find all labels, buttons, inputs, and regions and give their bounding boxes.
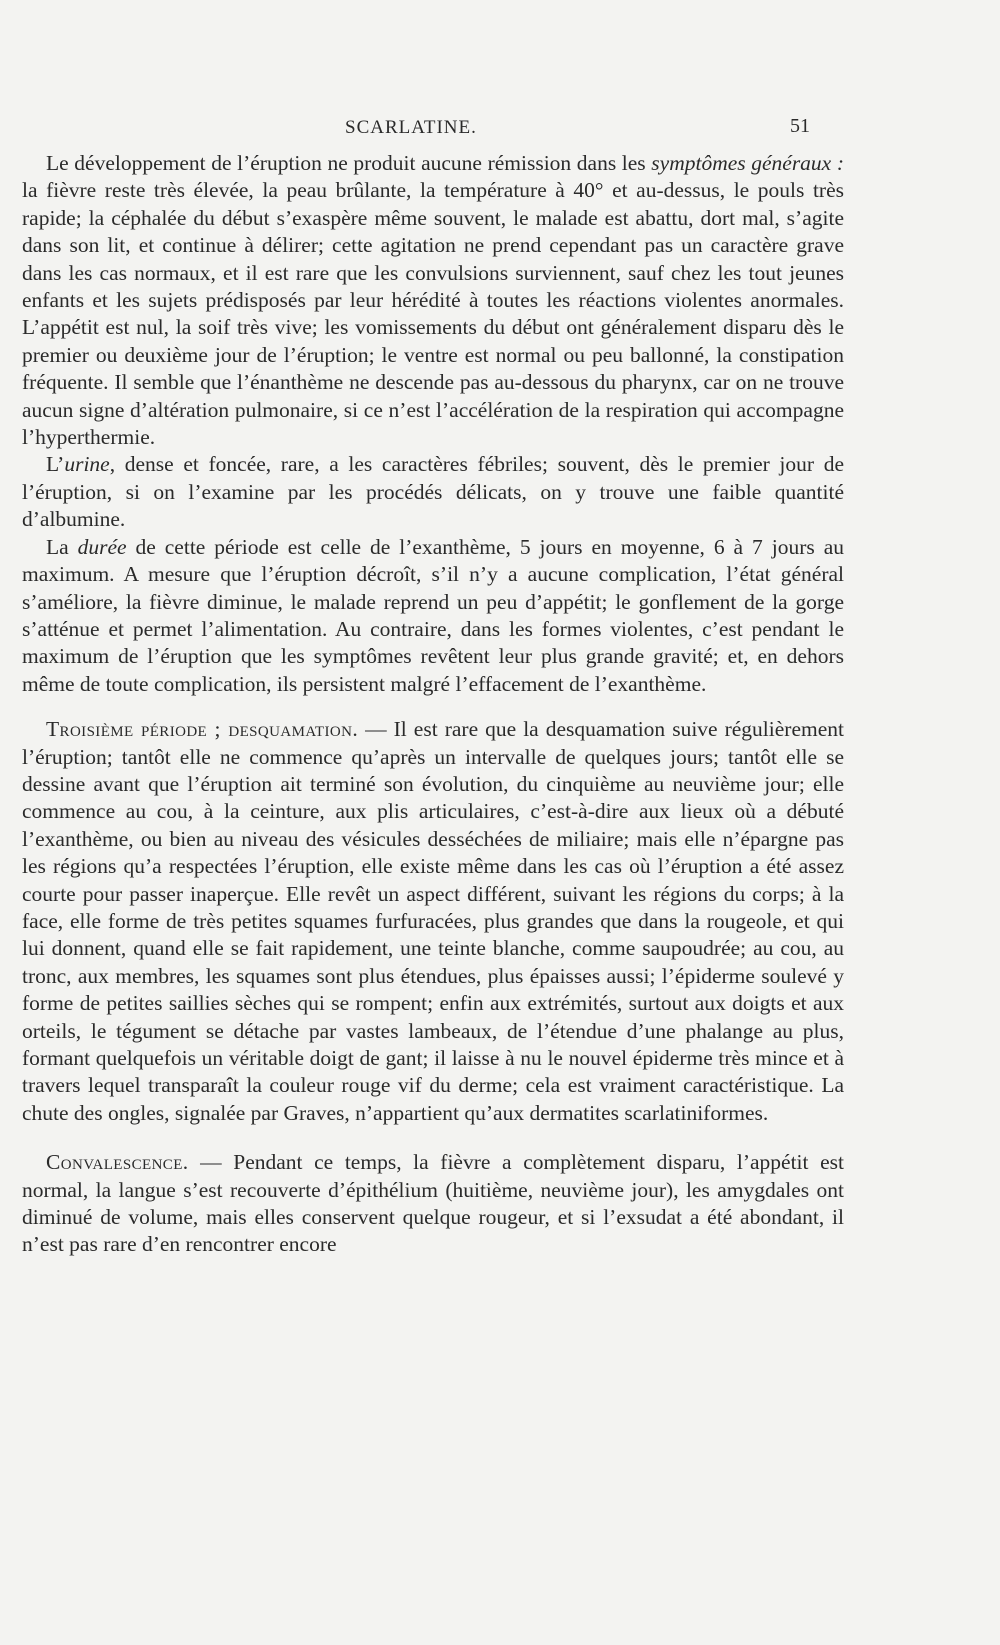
italic-term: urine bbox=[64, 452, 110, 477]
italic-term: durée bbox=[77, 534, 127, 559]
section-heading-convalescence: Convalescence. bbox=[46, 1150, 189, 1175]
paragraph-text: la fièvre reste très élevée, la peau brûlante, la température à 40° et au-dessus, le pouls très rapide; la céphalée du début s’exaspère même souvent, le malade est abattu, dort mal, s’agite dans son lit, et continue à délirer; cette agitation ne prend cependant pas un caractère grave dans les cas normaux, et il est rare que les convulsions surviennent, sauf chez les tout jeunes enfants et les sujets prédisposés par leur hérédité à toutes les réactions violentes anormales. L’appétit est nul, la soif très vive; les vomissements du début ont généralement disparu dès le premier ou deuxième jour de l’éruption; le ventre est normal ou peu ballonné, la constipation fréquente. Il semble que l’énanthème ne descende pas au-dessous du pharynx, car on ne trouve aucun signe d’altération pulmonaire, si ce n’est l’accélération de la respiration qui accompagne l’hyperthermie. bbox=[22, 178, 844, 450]
page-number: 51 bbox=[790, 115, 810, 137]
italic-term: symptômes généraux : bbox=[651, 151, 844, 175]
paragraph-text: Le développement de l’éruption ne produit aucune rémission dans les bbox=[46, 151, 652, 175]
body-text bbox=[22, 150, 844, 1259]
paragraph-duration bbox=[22, 534, 844, 698]
paragraph-text: — Il est rare que la desquamation suive régulièrement l’éruption; tantôt elle ne commence qu’après un intervalle de quelques jours; tantôt elle se dessine avant que l’éruption ait terminé son évolution, du cinquième au neuvième jour; elle commence au cou, à la ceinture, aux plis articulaires, c’est-à-dire aux lieux où a débuté l’exanthème, ou bien au niveau des vésicules desséchées de miliaire; mais elle n’épargne pas les régions qu’a respectées l’éruption, elle existe même dans les cas où l’éruption a été assez courte pour passer inaperçue. Elle revêt un aspect différent, suivant les régions du corps; à la face, elle forme de très petites squames furfuracées, plus grandes que dans la rougeole, et qui lui donnent, quand elle se fait rapidement, une teinte blanche, comme saupoudrée; au cou, au tronc, aux membres, les squames sont plus étendues, plus épaisses aussi; l’épiderme soulevé y forme de petites saillies sèches qui se rompent; enfin aux extrémités, surtout aux doigts et aux orteils, le tégument se détache par vastes lambeaux, de l’étendue d’une phalange au plus, formant quelquefois un véritable doigt de gant; il laisse à nu le nouvel épiderme très mince et à travers lequel transparaît la couleur rouge vif du derme; cela est vraiment caractéristique. La chute des ongles, signalée par Graves, n’appartient qu’aux dermatites scarlatiniformes. bbox=[22, 717, 844, 1125]
paragraph-desquamation bbox=[22, 716, 844, 1127]
running-head bbox=[0, 115, 1000, 145]
paragraph-text: La bbox=[46, 534, 78, 559]
paragraph-text: de cette période est celle de l’exanthème, 5 jours en moyenne, 6 à 7 jours au maximum. A mesure que l’éruption décroît, s’il n’y a aucune complication, l’état général s’améliore, la fièvre diminue, le malade reprend un peu d’appétit; le gonflement de la gorge s’atténue et permet l’alimentation. Au contraire, dans les formes violentes, c’est pendant le maximum de l’éruption que les symptômes revêtent leur plus grande gravité; et, en dehors même de toute complication, ils persistent malgré l’effacement de l’exanthème. bbox=[22, 534, 844, 696]
paragraph-urine bbox=[22, 451, 844, 533]
paragraph-text: , dense et foncée, rare, a les caractères fébriles; souvent, dès le premier jour de l’éruption, si on l’examine par les procédés délicats, on y trouve une faible quantité d’albumine. bbox=[22, 452, 844, 532]
paragraph-convalescence bbox=[22, 1149, 844, 1259]
section-heading-desquamation: Troisième période ; desquamation. bbox=[46, 717, 359, 742]
running-title: SCARLATINE. bbox=[345, 117, 477, 138]
paragraph-eruption-symptoms bbox=[22, 150, 844, 451]
paragraph-text: L’ bbox=[46, 452, 65, 477]
paragraph-text: — Pendant ce temps, la fièvre a complètement disparu, l’appétit est normal, la langue s’est recouverte d’épithélium (huitième, neuvième jour), les amygdales ont diminué de volume, mais elles conservent quelque rougeur, et si l’exsudat a été abondant, il n’est pas rare d’en rencontrer encore bbox=[22, 1150, 844, 1257]
